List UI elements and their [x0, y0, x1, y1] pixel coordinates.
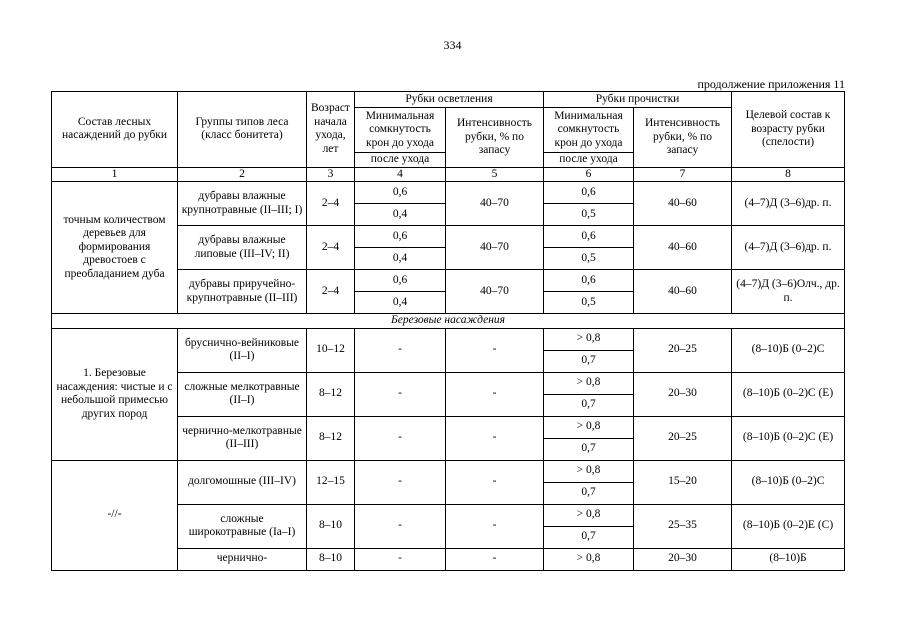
header-start-age: Возраст начала ухода, лет	[307, 92, 355, 168]
after-care-clean-cell: 0,7	[544, 438, 634, 460]
after-care-clean-cell: 0,7	[544, 350, 634, 372]
min-closure-clean-cell: > 0,8	[544, 372, 634, 394]
header-composition: Состав лесных насаждений до рубки	[52, 92, 178, 168]
age-cell: 10–12	[307, 328, 355, 372]
min-closure-light-cell: -	[355, 548, 446, 570]
target-composition-cell: (4–7)Д (3–6)Олч., др. п.	[732, 270, 845, 314]
min-closure-light-cell: -	[355, 328, 446, 372]
after-care-clean-cell: 0,5	[544, 204, 634, 226]
age-cell: 8–12	[307, 372, 355, 416]
target-composition-cell: (8–10)Б (0–2)Е (С)	[732, 504, 845, 548]
header-light-cuttings: Рубки осветления	[355, 92, 544, 108]
after-care-light-cell: 0,4	[355, 248, 446, 270]
min-closure-clean-cell: > 0,8	[544, 328, 634, 350]
composition-cell: точным количеством деревьев для формирования древостоев с преобладанием дуба	[52, 182, 178, 314]
column-number: 4	[355, 167, 446, 182]
header-target-composition: Целевой состав к возрасту рубки (спелости)	[732, 92, 845, 168]
min-closure-light-cell: -	[355, 416, 446, 460]
min-closure-light-cell: -	[355, 460, 446, 504]
header-min-closure-light: Минимальная сомкнутость крон до ухода	[355, 108, 446, 153]
section-row	[52, 314, 845, 329]
forest-group-cell: долгомошные (III–IV)	[178, 460, 307, 504]
min-closure-clean-cell: > 0,8	[544, 548, 634, 570]
intensity-clean-cell: 40–60	[634, 226, 732, 270]
min-closure-clean-cell: 0,6	[544, 226, 634, 248]
age-cell: 8–12	[307, 416, 355, 460]
after-care-clean-cell: 0,7	[544, 394, 634, 416]
intensity-clean-cell: 20–25	[634, 416, 732, 460]
header-min-closure-clean: Минимальная сомкнутость крон до ухода	[544, 108, 634, 153]
header-after-care-clean: после ухода	[544, 153, 634, 168]
after-care-clean-cell: 0,5	[544, 248, 634, 270]
intensity-clean-cell: 20–30	[634, 548, 732, 570]
intensity-clean-cell: 15–20	[634, 460, 732, 504]
age-cell: 2–4	[307, 270, 355, 314]
after-care-clean-cell: 0,7	[544, 482, 634, 504]
min-closure-clean-cell: > 0,8	[544, 504, 634, 526]
forest-group-cell: дубравы приручейно-крупнотравные (II–III)	[178, 270, 307, 314]
column-number: 6	[544, 167, 634, 182]
min-closure-light-cell: 0,6	[355, 226, 446, 248]
intensity-light-cell: -	[446, 504, 544, 548]
intensity-light-cell: 40–70	[446, 270, 544, 314]
intensity-light-cell: -	[446, 460, 544, 504]
column-number: 7	[634, 167, 732, 182]
after-care-light-cell: 0,4	[355, 204, 446, 226]
forest-group-cell: дубравы влажные крупнотравные (II–III; I)	[178, 182, 307, 226]
target-composition-cell: (8–10)Б (0–2)С (Е)	[732, 372, 845, 416]
min-closure-light-cell: -	[355, 504, 446, 548]
after-care-clean-cell: 0,7	[544, 526, 634, 548]
forest-group-cell: бруснично-вейниковые (II–I)	[178, 328, 307, 372]
intensity-clean-cell: 20–25	[634, 328, 732, 372]
intensity-light-cell: -	[446, 328, 544, 372]
min-closure-clean-cell: 0,6	[544, 182, 634, 204]
age-cell: 8–10	[307, 548, 355, 570]
intensity-light-cell: -	[446, 372, 544, 416]
intensity-clean-cell: 40–60	[634, 270, 732, 314]
header-intensity-clean: Интенсивность рубки, % по запасу	[634, 108, 732, 168]
column-number: 2	[178, 167, 307, 182]
forest-group-cell: чернично-мелкотравные (II–III)	[178, 416, 307, 460]
intensity-light-cell: -	[446, 548, 544, 570]
target-composition-cell: (8–10)Б (0–2)С	[732, 460, 845, 504]
min-closure-light-cell: 0,6	[355, 270, 446, 292]
table-row	[52, 182, 845, 204]
forest-care-table	[51, 91, 845, 571]
target-composition-cell: (4–7)Д (3–6)др. п.	[732, 182, 845, 226]
intensity-light-cell: 40–70	[446, 226, 544, 270]
min-closure-light-cell: 0,6	[355, 182, 446, 204]
after-care-clean-cell: 0,5	[544, 292, 634, 314]
intensity-light-cell: -	[446, 416, 544, 460]
column-number: 5	[446, 167, 544, 182]
intensity-clean-cell: 20–30	[634, 372, 732, 416]
target-composition-cell: (4–7)Д (3–6)др. п.	[732, 226, 845, 270]
section-title: Березовые насаждения	[52, 314, 845, 329]
column-number: 1	[52, 167, 178, 182]
forest-group-cell: сложные мелкотравные (II–I)	[178, 372, 307, 416]
min-closure-clean-cell: 0,6	[544, 270, 634, 292]
age-cell: 8–10	[307, 504, 355, 548]
header-after-care-light: после ухода	[355, 153, 446, 168]
header-cleaning-cuttings: Рубки прочистки	[544, 92, 732, 108]
age-cell: 12–15	[307, 460, 355, 504]
column-number: 8	[732, 167, 845, 182]
header-intensity-light: Интенсивность рубки, % по запасу	[446, 108, 544, 168]
forest-group-cell: сложные широкотравные (Ia–I)	[178, 504, 307, 548]
target-composition-cell: (8–10)Б (0–2)С	[732, 328, 845, 372]
intensity-clean-cell: 25–35	[634, 504, 732, 548]
min-closure-clean-cell: > 0,8	[544, 416, 634, 438]
age-cell: 2–4	[307, 182, 355, 226]
target-composition-cell: (8–10)Б (0–2)С (Е)	[732, 416, 845, 460]
forest-group-cell: чернично-	[178, 548, 307, 570]
age-cell: 2–4	[307, 226, 355, 270]
column-number: 3	[307, 167, 355, 182]
intensity-light-cell: 40–70	[446, 182, 544, 226]
target-composition-cell: (8–10)Б	[732, 548, 845, 570]
min-closure-clean-cell: > 0,8	[544, 460, 634, 482]
composition-cell: -//-	[52, 460, 178, 570]
table-row	[52, 460, 845, 482]
composition-cell: 1. Березовые насаждения: чистые и с небольшой примесью других пород	[52, 328, 178, 460]
header-forest-groups: Группы типов леса (класс бонитета)	[178, 92, 307, 168]
page-number: 334	[443, 38, 462, 52]
appendix-continuation-note: продолжение приложения 11	[697, 77, 845, 91]
intensity-clean-cell: 40–60	[634, 182, 732, 226]
table-row	[52, 328, 845, 350]
forest-group-cell: дубравы влажные липовые (III–IV; II)	[178, 226, 307, 270]
min-closure-light-cell: -	[355, 372, 446, 416]
after-care-light-cell: 0,4	[355, 292, 446, 314]
